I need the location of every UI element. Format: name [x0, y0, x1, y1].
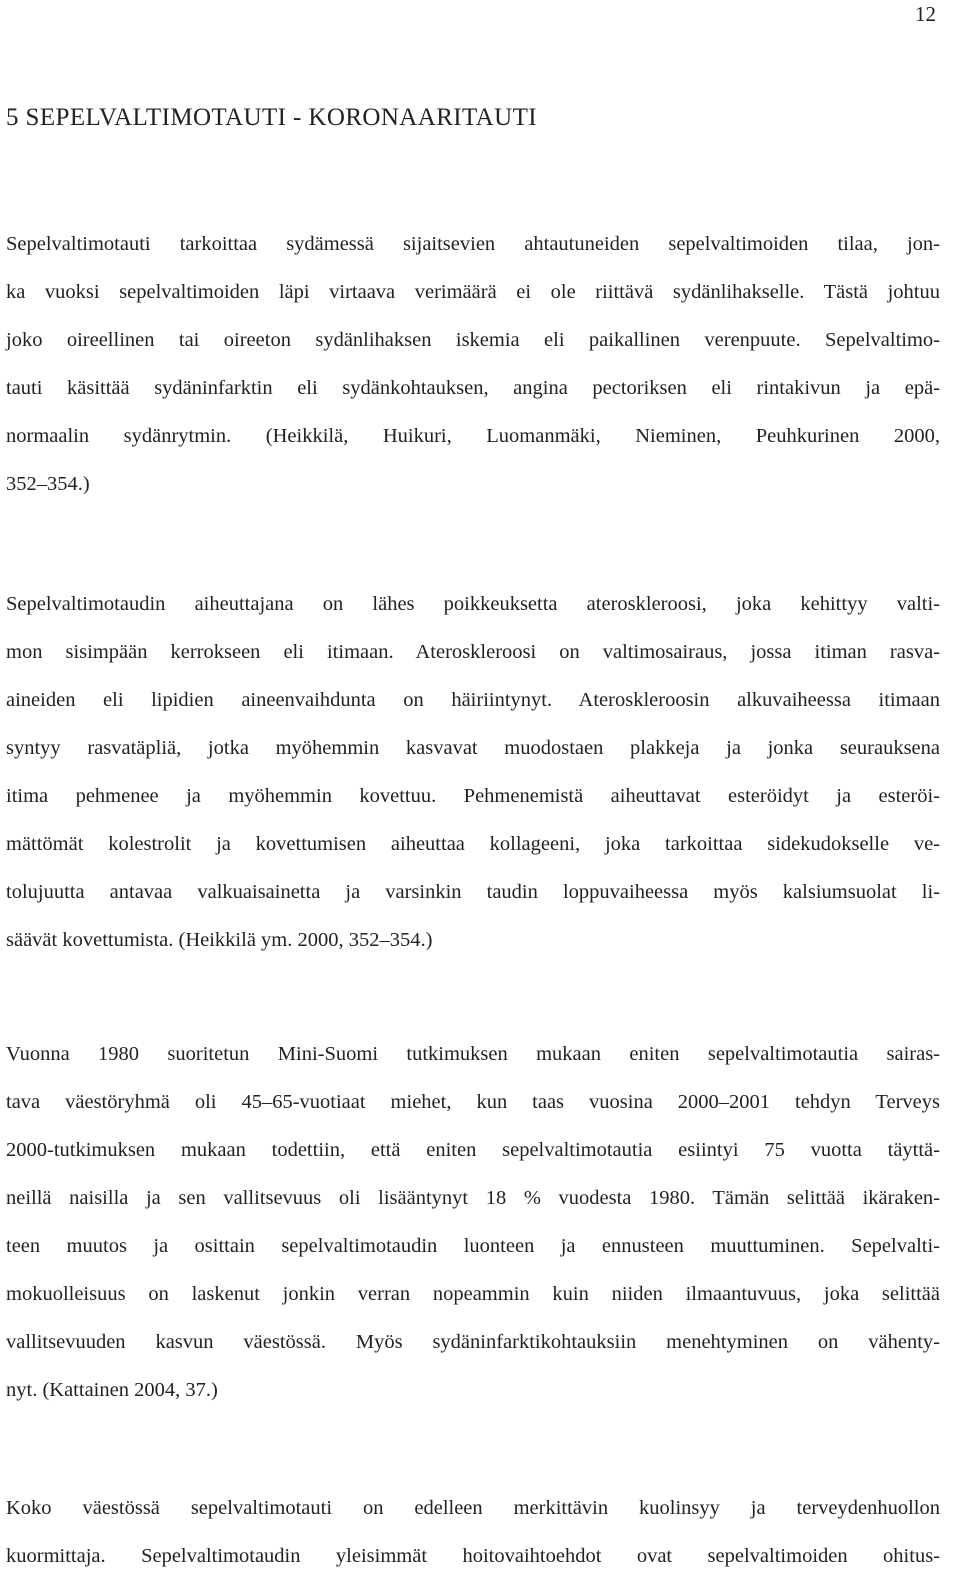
- paragraph-atherosclerosis: [6, 580, 940, 964]
- text-line: 2000-tutkimuksen mukaan todettiin, että eniten sepelvaltimotautia esiintyi 75 vuotta täyttä-: [6, 1139, 940, 1161]
- text-line: itima pehmenee ja myöhemmin kovettuu. Pehmenemistä aiheuttavat esteröidyt ja esteröi-: [6, 785, 940, 807]
- text-line: tauti käsittää sydäninfarktin eli sydänkohtauksen, angina pectoriksen eli rintakivun ja epä-: [6, 377, 940, 399]
- text-line: ka vuoksi sepelvaltimoiden läpi virtaava verimäärä ei ole riittävä sydänlihakselle. Tästä johtuu: [6, 281, 940, 303]
- text-line: mokuolleisuus on laskenut jonkin verran nopeammin kuin niiden ilmaantuvuus, joka selittää: [6, 1283, 940, 1305]
- text-line: neillä naisilla ja sen vallitsevuus oli lisääntynyt 18 % vuodesta 1980. Tämän selittää ikäraken-: [6, 1187, 940, 1209]
- text-line: 352–354.): [6, 473, 90, 495]
- text-line: aineiden eli lipidien aineenvaihdunta on häiriintynyt. Ateroskleroosin alkuvaiheessa itimaan: [6, 689, 940, 711]
- paragraph-epidemiology: [6, 1030, 940, 1414]
- text-line: Koko väestössä sepelvaltimotauti on edelleen merkittävin kuolinsyy ja terveydenhuollon: [6, 1497, 940, 1519]
- text-line: kuormittaja. Sepelvaltimotaudin yleisimmät hoitovaihtoehdot ovat sepelvaltimoiden ohitus-: [6, 1545, 940, 1567]
- text-line: Vuonna 1980 suoritetun Mini-Suomi tutkimuksen mukaan eniten sepelvaltimotautia sairas-: [6, 1043, 940, 1065]
- paragraph-definition: [6, 220, 940, 508]
- text-line: tava väestöryhmä oli 45–65-vuotiaat miehet, kun taas vuosina 2000–2001 tehdyn Terveys: [6, 1091, 940, 1113]
- text-line: Sepelvaltimotauti tarkoittaa sydämessä sijaitsevien ahtautuneiden sepelvaltimoiden tilaa, jon-: [6, 233, 940, 255]
- text-line: tolujuutta antavaa valkuaisainetta ja varsinkin taudin loppuvaiheessa myös kalsiumsuolat li-: [6, 881, 940, 903]
- paragraph-treatment: [6, 1484, 940, 1580]
- text-line: Sepelvaltimotaudin aiheuttajana on lähes poikkeuksetta ateroskleroosi, joka kehittyy valti-: [6, 593, 940, 615]
- text-line: nyt. (Kattainen 2004, 37.): [6, 1379, 218, 1401]
- text-line: säävät kovettumista. (Heikkilä ym. 2000, 352–354.): [6, 929, 433, 951]
- text-line: normaalin sydänrytmin. (Heikkilä, Huikuri, Luomanmäki, Nieminen, Peuhkurinen 2000,: [6, 425, 940, 447]
- text-line: mon sisimpään kerrokseen eli itimaan. Ateroskleroosi on valtimosairaus, jossa itiman rasva-: [6, 641, 940, 663]
- page-number: 12: [915, 2, 936, 26]
- section-heading: 5 SEPELVALTIMOTAUTI - KORONAARITAUTI: [6, 104, 537, 131]
- text-line: vallitsevuuden kasvun väestössä. Myös sydäninfarktikohtauksiin menehtyminen on vähenty-: [6, 1331, 940, 1353]
- text-line: joko oireellinen tai oireeton sydänlihaksen iskemia eli paikallinen verenpuute. Sepelvaltimo-: [6, 329, 940, 351]
- text-line: mättömät kolestrolit ja kovettumisen aiheuttaa kollageeni, joka tarkoittaa sidekudokselle ve-: [6, 833, 940, 855]
- text-line: syntyy rasvatäpliä, jotka myöhemmin kasvavat muodostaen plakkeja ja jonka seurauksena: [6, 737, 940, 759]
- text-line: teen muutos ja osittain sepelvaltimotaudin luonteen ja ennusteen muuttuminen. Sepelvalti-: [6, 1235, 940, 1257]
